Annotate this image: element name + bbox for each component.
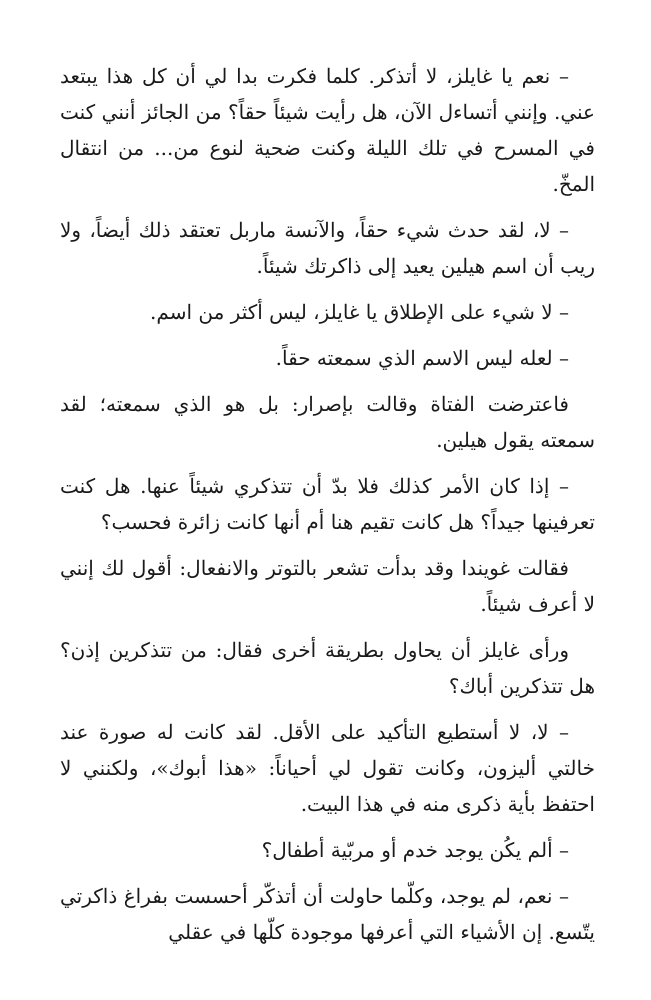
- paragraph-8: ورأى غايلز أن يحاول بطريقة أخرى فقال: من تتذكرين إذن؟ هل تتذكرين أباك؟: [60, 638, 595, 698]
- paragraph-11: – نعم، لم يوجد، وكلّما حاولت أن أتذكّر أحسست بفراغ ذاكرتي يتّسع. إن الأشياء التي أعرفها موجودة كلّها في عقلي: [60, 884, 595, 944]
- paragraph-4: – لعله ليس الاسم الذي سمعته حقاً.: [275, 346, 569, 370]
- paragraph-10: – ألم يكُن يوجد خدم أو مربّية أطفال؟: [261, 838, 569, 862]
- paragraph-7: فقالت غويندا وقد بدأت تشعر بالتوتر والانفعال: أقول لك إنني لا أعرف شيئاً.: [60, 556, 595, 616]
- paragraph-1: – نعم يا غايلز، لا أتذكر. كلما فكرت بدا لي أن كل هذا يبتعد عني. وإنني أتساءل الآن، هل رأيت شيئاً حقاً؟ من الجائز أنني كنت في المسرح في تلك الليلة وكنت ضحية لنوع من... من انتقال المخّ.: [60, 64, 595, 196]
- book-page: [60, 58, 595, 960]
- paragraph-6: – إذا كان الأمر كذلك فلا بدّ أن تتذكري شيئاً عنها. هل كنت تعرفينها جيداً؟ هل كانت تقيم هنا أم أنها كانت زائرة فحسب؟: [60, 474, 595, 534]
- paragraph-9: – لا، لا أستطيع التأكيد على الأقل. لقد كانت له صورة عند خالتي أليزون، وكانت تقول لي أحياناً: «هذا أبوك»، ولكنني لا احتفظ بأية ذكرى منه في هذا البيت.: [60, 720, 595, 816]
- paragraph-3: – لا شيء على الإطلاق يا غايلز، ليس أكثر من اسم.: [150, 300, 569, 324]
- paragraph-2: – لا، لقد حدث شيء حقاً، والآنسة ماربل تعتقد ذلك أيضاً، ولا ريب أن اسم هيلين يعيد إلى ذاكرتك شيئاً.: [60, 218, 595, 278]
- paragraph-5: فاعترضت الفتاة وقالت بإصرار: بل هو الذي سمعته؛ لقد سمعته يقول هيلين.: [60, 392, 595, 452]
